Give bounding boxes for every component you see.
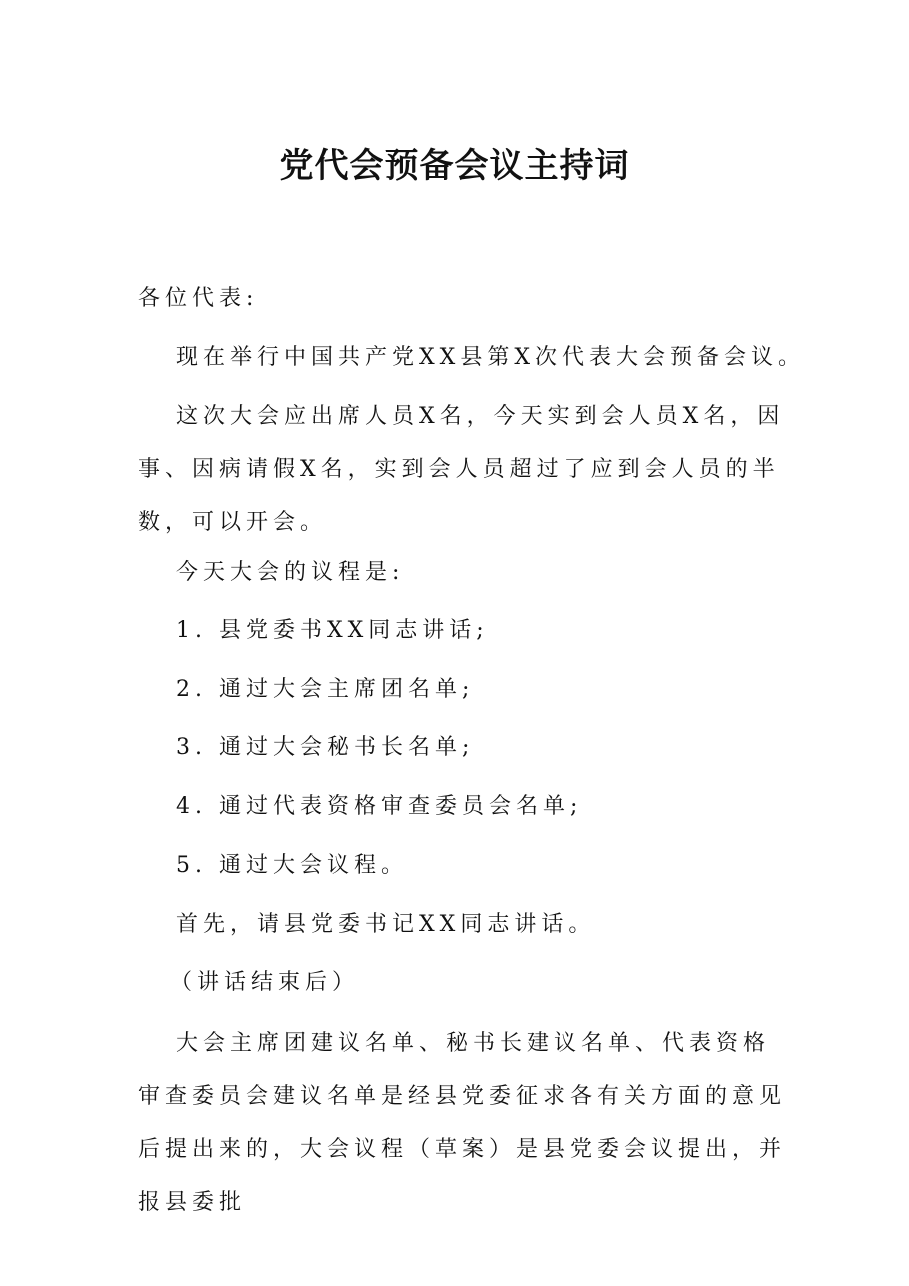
agenda-item: 1. 县党委书XX同志讲话; (176, 618, 489, 643)
document-title: 党代会预备会议主持词 (279, 146, 630, 186)
agenda-item: 3. 通过大会秘书长名单; (176, 735, 475, 760)
salutation: 各位代表: (138, 286, 259, 311)
paragraph-lists: 大会主席团建议名单、秘书长建议名单、代表资格审查委员会建议名单是经县党委征求各有关方面的意见后提出来的，大会议程（草案）是县党委会议提出，并报县委批 (138, 1031, 787, 1215)
paragraph-speech-request: 首先，请县党委书记XX同志讲话。 (176, 912, 596, 937)
agenda-intro: 今天大会的议程是: (176, 560, 405, 585)
agenda-item: 4. 通过代表资格审查委员会名单; (176, 794, 583, 819)
paragraph-attendance: 这次大会应出席人员X名，今天实到会人员X名，因事、因病请假X名，实到会人员超过了应到会人员的半数，可以开会。 (138, 404, 785, 535)
stage-note: （讲话结束后） (170, 970, 360, 995)
agenda-item: 2. 通过大会主席团名单; (176, 677, 475, 702)
agenda-item: 5. 通过大会议程。 (176, 853, 408, 878)
paragraph-opening: 现在举行中国共产党XX县第X次代表大会预备会议。 (176, 345, 805, 370)
